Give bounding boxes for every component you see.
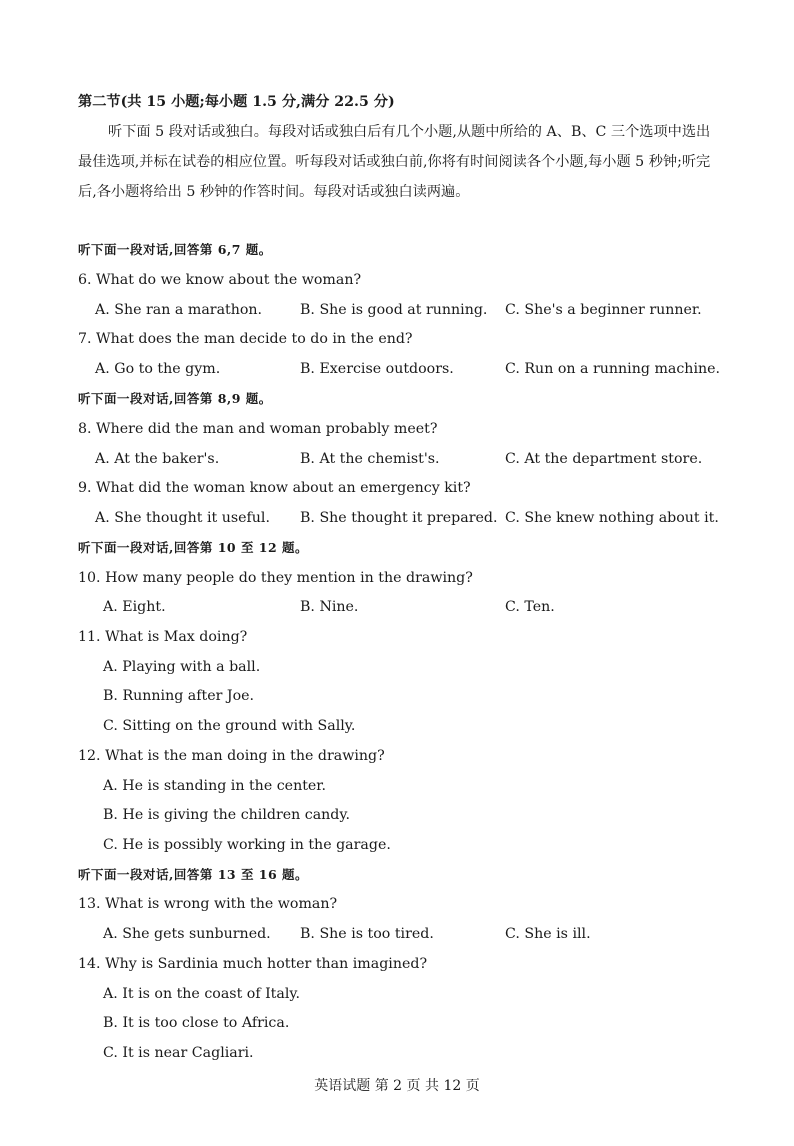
option-row: [95, 508, 735, 528]
option-a: A. She gets sunburned.: [103, 926, 271, 942]
option-b: B. It is too close to Africa.: [103, 1015, 290, 1031]
option-row: [103, 924, 743, 944]
section-heading: 第二节(共 15 小题;每小题 1.5 分,满分 22.5 分): [78, 94, 395, 110]
option-b: B. Nine.: [300, 599, 359, 615]
option-c: C. It is near Cagliari.: [103, 1045, 254, 1061]
group-instruction: 听下面一段对话,回答第 8,9 题。: [78, 391, 272, 406]
option-row: [95, 300, 735, 320]
option-a: A. Eight.: [103, 599, 166, 615]
option-c: C. At the department store.: [505, 451, 703, 467]
page-footer: 英语试题 第 2 页 共 12 页: [314, 1078, 480, 1094]
question-stem: 10. How many people do they mention in the drawing?: [78, 570, 473, 586]
option-b: B. She is too tired.: [300, 926, 434, 942]
question-stem: 12. What is the man doing in the drawing?: [78, 748, 385, 764]
option-b: B. Exercise outdoors.: [300, 361, 454, 377]
section-intro: 听下面 5 段对话或独白。每段对话或独白后有几个小题,从题中所给的 A、B、C 三个选项中选出最佳选项,并标在试卷的相应位置。听每段对话或独白前,你将有时间阅读各个小题,每小题 5 秒钟;听完后,各小题将给出 5 秒钟的作答时间。每段对话或独白读两遍。: [78, 124, 711, 200]
option-row: [103, 597, 743, 617]
option-a: A. She ran a marathon.: [95, 302, 263, 318]
group-instruction: 听下面一段对话,回答第 13 至 16 题。: [78, 867, 309, 882]
question-stem: 13. What is wrong with the woman?: [78, 896, 338, 912]
option-a: A. He is standing in the center.: [103, 778, 327, 794]
question-stem: 8. Where did the man and woman probably meet?: [78, 421, 438, 437]
question-stem: 9. What did the woman know about an emergency kit?: [78, 480, 471, 496]
group-instruction: 听下面一段对话,回答第 6,7 题。: [78, 242, 272, 257]
option-c: C. Run on a running machine.: [505, 361, 721, 377]
option-c: C. She's a beginner runner.: [505, 302, 702, 318]
option-b: B. She thought it prepared.: [300, 510, 498, 526]
option-c: C. She is ill.: [505, 926, 591, 942]
option-a: A. She thought it useful.: [95, 510, 270, 526]
option-a: A. Go to the gym.: [95, 361, 221, 377]
option-a: A. At the baker's.: [95, 451, 220, 467]
group-instruction: 听下面一段对话,回答第 10 至 12 题。: [78, 540, 309, 555]
option-a: A. It is on the coast of Italy.: [103, 986, 301, 1002]
option-row: [95, 359, 735, 379]
option-b: B. She is good at running.: [300, 302, 488, 318]
option-c: C. Sitting on the ground with Sally.: [103, 718, 356, 734]
question-stem: 14. Why is Sardinia much hotter than imagined?: [78, 956, 428, 972]
option-b: B. Running after Joe.: [103, 688, 255, 704]
option-row: [95, 449, 735, 469]
option-a: A. Playing with a ball.: [103, 659, 261, 675]
question-stem: 6. What do we know about the woman?: [78, 272, 362, 288]
option-c: C. Ten.: [505, 599, 555, 615]
option-c: C. She knew nothing about it.: [505, 510, 719, 526]
question-stem: 11. What is Max doing?: [78, 629, 248, 645]
option-b: B. At the chemist's.: [300, 451, 440, 467]
question-stem: 7. What does the man decide to do in the end?: [78, 331, 413, 347]
option-c: C. He is possibly working in the garage.: [103, 837, 391, 853]
option-b: B. He is giving the children candy.: [103, 807, 351, 823]
